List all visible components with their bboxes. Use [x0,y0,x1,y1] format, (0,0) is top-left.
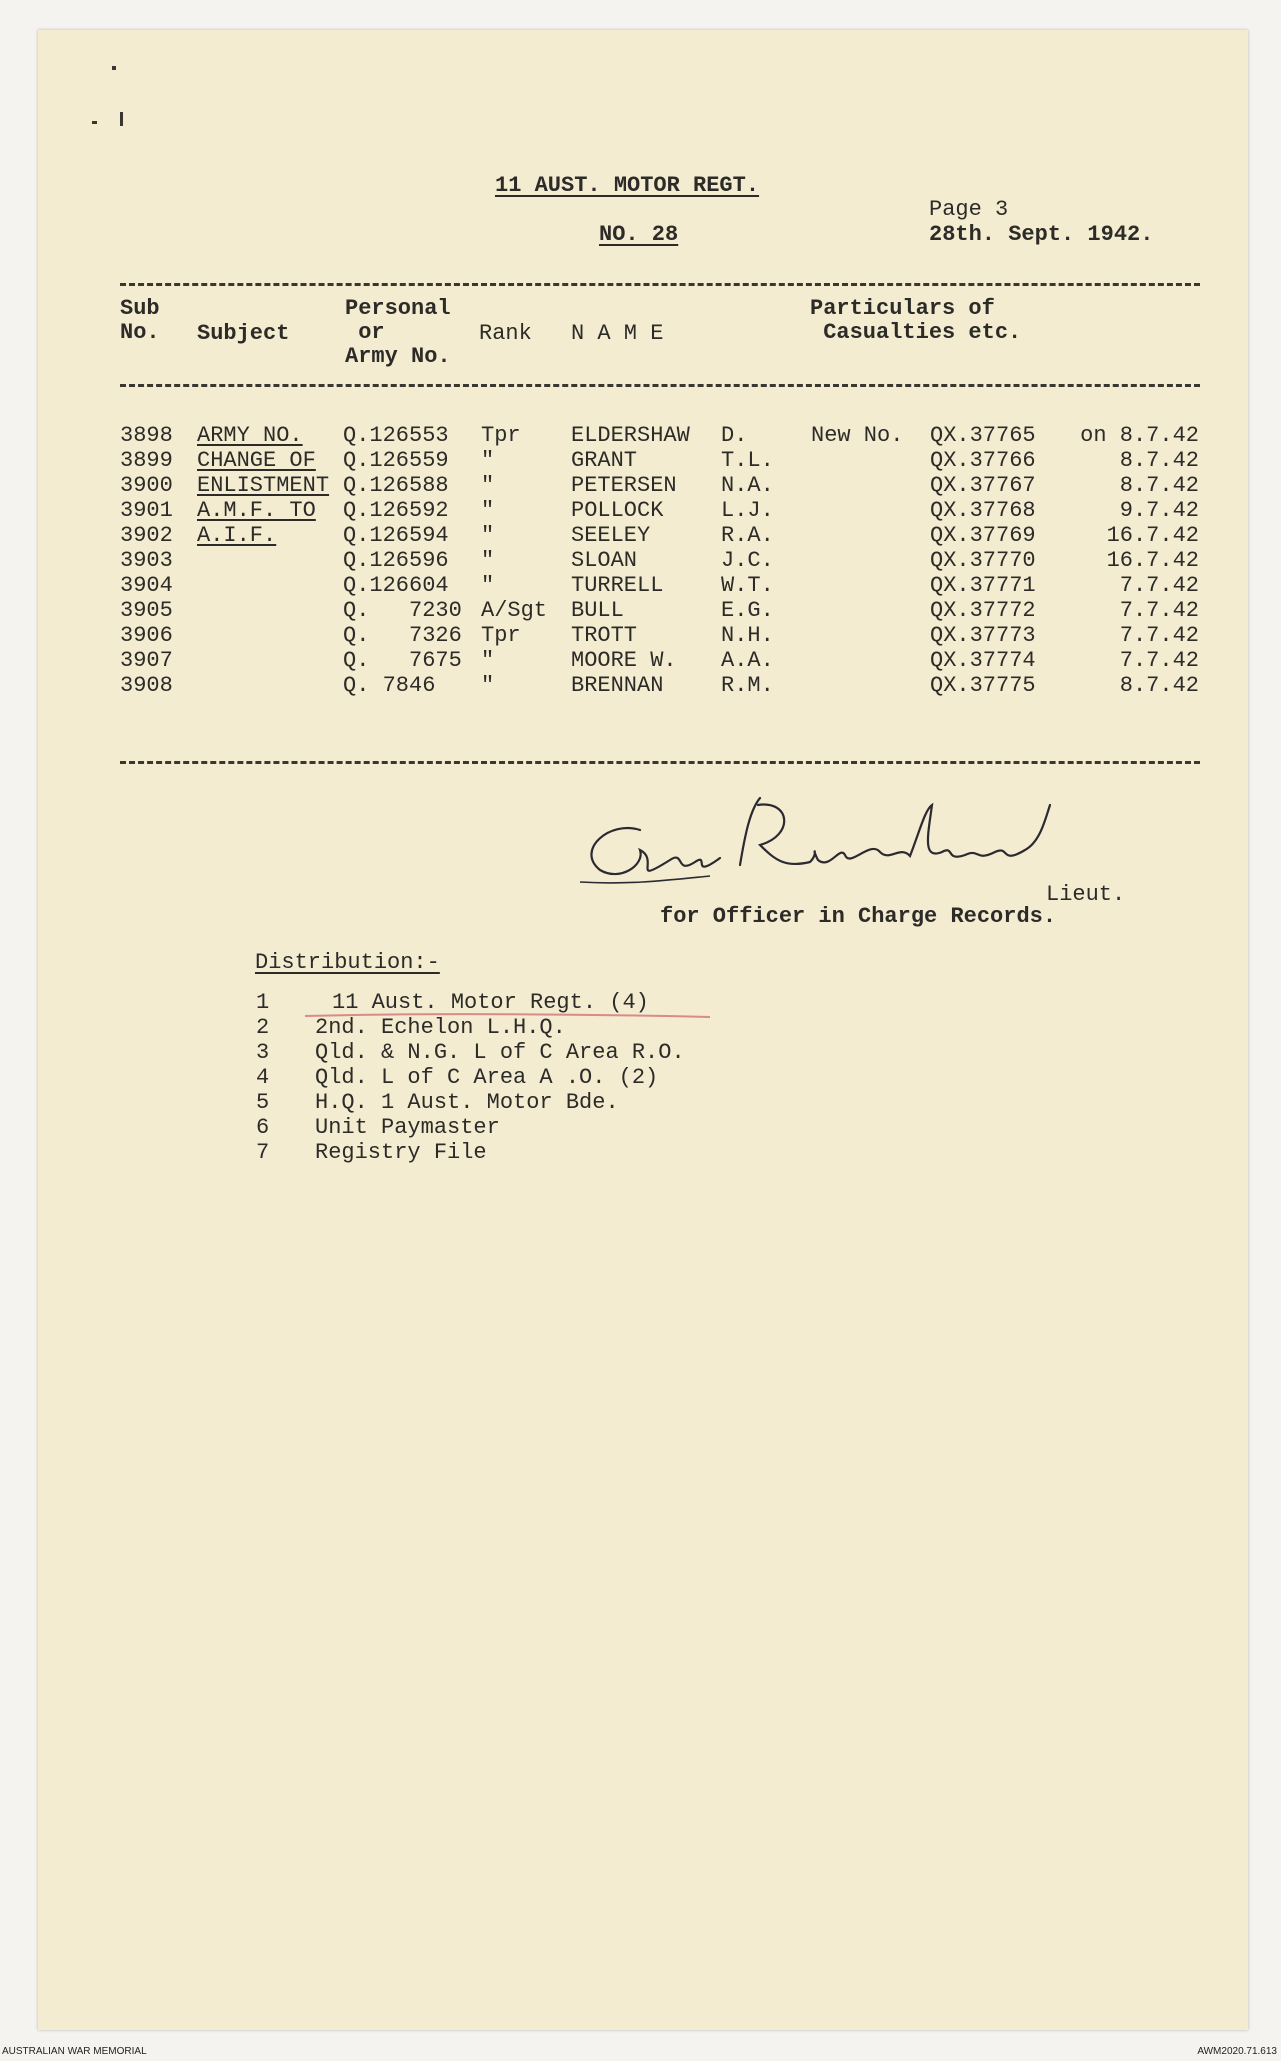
dist-item: H.Q. 1 Aust. Motor Bde. [315,1090,619,1115]
sub-no: 3901 [120,498,173,523]
divider [120,384,1200,387]
effective-date: 16.7.42 [1106,523,1199,548]
dist-item: Registry File [315,1140,487,1165]
table-row [0,548,1281,573]
initials: J.C. [721,548,774,573]
new-army-no: QX.37769 [930,523,1036,548]
new-army-no: QX.37773 [930,623,1036,648]
rank: " [481,573,495,598]
surname: TURRELL [571,573,664,598]
new-army-no: QX.37767 [930,473,1036,498]
surname: SLOAN [571,548,638,573]
dist-num: 3 [256,1040,270,1065]
subject-line: ARMY NO. [197,423,303,448]
ink-mark [92,121,97,124]
sub-no: 3900 [120,473,173,498]
army-no: Q. 7326 [343,623,462,648]
army-no: Q. 7230 [343,598,462,623]
pencil-underline [300,1010,720,1022]
surname: PETERSEN [571,473,677,498]
sub-no: 3905 [120,598,173,623]
initials: L.J. [721,498,774,523]
sub-no: 3899 [120,448,173,473]
dist-num: 6 [256,1115,270,1140]
rank: " [481,548,495,573]
surname: BRENNAN [571,673,664,698]
dist-num: 4 [256,1065,270,1090]
dist-num: 5 [256,1090,270,1115]
dist-item: Unit Paymaster [315,1115,500,1140]
dist-item: Qld. L of C Area A .O. (2) [315,1065,659,1090]
rank: " [481,448,495,473]
table-row [0,423,1281,448]
surname: BULL [571,598,624,623]
effective-date: 8.7.42 [1119,673,1199,698]
army-no: Q. 7675 [343,648,462,673]
army-no: Q.126594 [343,523,449,548]
distribution-heading: Distribution:- [255,950,440,975]
unit-title: 11 AUST. MOTOR REGT. [495,173,760,198]
dist-item: 2nd. Echelon L.H.Q. [315,1015,566,1040]
ink-mark [112,66,116,70]
initials: N.H. [721,623,774,648]
army-no: Q.126553 [343,423,449,448]
table-row [0,598,1281,623]
effective-date: on 8.7.42 [1080,423,1199,448]
initials: R.A. [721,523,774,548]
handwritten-signature [570,790,1125,905]
new-army-no: QX.37770 [930,548,1036,573]
initials: W.T. [721,573,774,598]
table-row [0,648,1281,673]
dist-num: 1 [256,990,270,1015]
sub-no: 3902 [120,523,173,548]
effective-date: 7.7.42 [1119,648,1199,673]
divider [120,283,1200,286]
new-army-no: QX.37774 [930,648,1036,673]
ink-mark [120,112,123,126]
new-army-no: QX.37772 [930,598,1036,623]
dist-num: 7 [256,1140,270,1165]
new-army-no: QX.37771 [930,573,1036,598]
table-row [0,448,1281,473]
effective-date: 9.7.42 [1119,498,1199,523]
army-no: Q. 7846 [343,673,436,698]
col-personal: Personal or Army No. [345,296,451,369]
sub-no: 3907 [120,648,173,673]
col-particulars: Particulars of Casualties etc. [810,296,1022,345]
surname: POLLOCK [571,498,664,523]
table-row [0,498,1281,523]
new-no-label: New No. [811,423,904,448]
rank: Tpr [481,623,521,648]
effective-date: 7.7.42 [1119,598,1199,623]
surname: TROTT [571,623,638,648]
signatory-rank: Lieut. [1046,882,1126,907]
page-number: Page 3 [929,197,1009,222]
initials: T.L. [721,448,774,473]
dist-item: 11 Aust. Motor Regt. (4) [332,990,649,1015]
new-army-no: QX.37765 [930,423,1036,448]
effective-date: 7.7.42 [1119,623,1199,648]
table-row [0,573,1281,598]
surname: MOORE W. [571,648,677,673]
rank: " [481,473,495,498]
sub-no: 3906 [120,623,173,648]
surname: GRANT [571,448,638,473]
signature-stroke [591,798,1050,874]
effective-date: 7.7.42 [1119,573,1199,598]
army-no: Q.126592 [343,498,449,523]
table-row [0,473,1281,498]
sub-no: 3903 [120,548,173,573]
rank: " [481,648,495,673]
sub-no: 3898 [120,423,173,448]
surname: ELDERSHAW [571,423,690,448]
army-no: Q.126604 [343,573,449,598]
new-army-no: QX.37768 [930,498,1036,523]
new-army-no: QX.37775 [930,673,1036,698]
col-sub-no: Sub No. [120,296,160,345]
subject-line: CHANGE OF [197,448,316,473]
initials: E.G. [721,598,774,623]
archive-credit: AUSTRALIAN WAR MEMORIAL [2,2046,147,2057]
surname: SEELEY [571,523,651,548]
table-row [0,623,1281,648]
rank: " [481,523,495,548]
col-name: N A M E [571,321,664,346]
army-no: Q.126596 [343,548,449,573]
initials: A.A. [721,648,774,673]
dist-item: Qld. & N.G. L of C Area R.O. [315,1040,685,1065]
effective-date: 8.7.42 [1119,448,1199,473]
dist-num: 2 [256,1015,270,1040]
effective-date: 8.7.42 [1119,473,1199,498]
signature-stroke [580,876,710,883]
signatory-line: for Officer in Charge Records. [660,904,1057,929]
rank: " [481,498,495,523]
initials: R.M. [721,673,774,698]
divider [120,761,1200,764]
initials: N.A. [721,473,774,498]
army-no: Q.126588 [343,473,449,498]
effective-date: 16.7.42 [1106,548,1199,573]
rank: Tpr [481,423,521,448]
table-row [0,673,1281,698]
subject-line: A.M.F. TO [197,498,316,523]
sub-no: 3904 [120,573,173,598]
subject-line: A.I.F. [197,523,277,548]
order-number: NO. 28 [599,222,679,247]
sub-no: 3908 [120,673,173,698]
army-no: Q.126559 [343,448,449,473]
table-row [0,523,1281,548]
initials: D. [721,423,748,448]
subject-line: ENLISTMENT [197,473,330,498]
archive-reference: AWM2020.71.613 [1197,2046,1277,2057]
document-date: 28th. Sept. 1942. [929,222,1154,247]
new-army-no: QX.37766 [930,448,1036,473]
col-subject: Subject [197,321,290,346]
rank: A/Sgt [481,598,548,623]
col-rank: Rank [479,321,532,346]
rank: " [481,673,495,698]
